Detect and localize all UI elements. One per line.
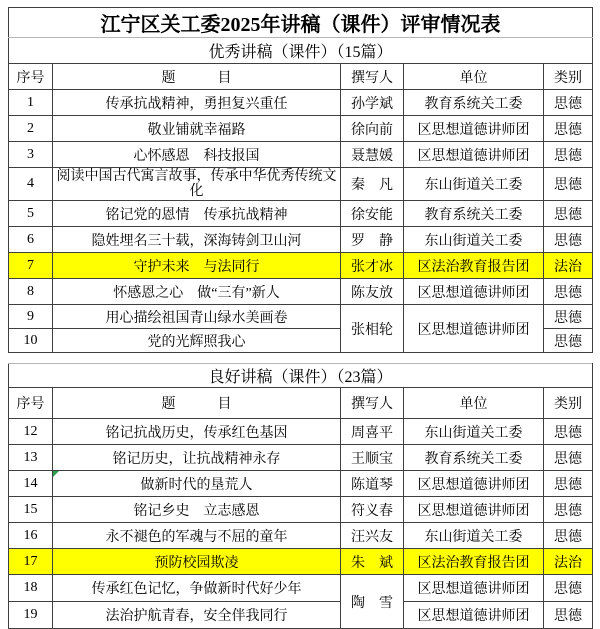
cell-serial-number: 6 — [9, 227, 53, 253]
cell-serial-number: 3 — [9, 142, 53, 168]
cell-author: 秦 凡 — [341, 168, 404, 201]
cell-title-text: 传承抗战精神，勇担复兴重任 — [105, 96, 288, 112]
cell-title — [53, 279, 341, 305]
cell-title — [53, 523, 341, 549]
document-title: 江宁区关工委2025年讲稿（课件）评审情况表 — [9, 8, 593, 38]
cell-serial-number: 8 — [9, 279, 53, 305]
cell-title — [53, 227, 341, 253]
cell-author: 徐向前 — [341, 116, 404, 142]
cell-title — [53, 142, 341, 168]
cell-unit: 区思想道德讲师团 — [404, 305, 544, 353]
cell-category: 法治 — [544, 253, 593, 279]
cell-category: 思德 — [544, 142, 593, 168]
cell-author: 朱 斌 — [341, 549, 404, 575]
cell-author: 罗 静 — [341, 227, 404, 253]
cell-title — [53, 168, 341, 201]
cell-serial-number: 13 — [9, 445, 53, 471]
cell-title-text: 用心描绘祖国青山绿水美画卷 — [105, 310, 288, 326]
cell-serial-number: 7 — [9, 253, 53, 279]
cell-category: 思德 — [544, 523, 593, 549]
cell-title-text: 法治护航青春，安全伴我同行 — [105, 609, 288, 624]
cell-unit: 东山街道关工委 — [404, 419, 544, 445]
cell-author: 符义春 — [341, 497, 404, 523]
cell-title — [53, 329, 341, 353]
table-row-9 — [9, 305, 593, 329]
cell-unit: 教育系统关工委 — [404, 201, 544, 227]
table-row-16 — [9, 523, 593, 549]
section-heading-row — [9, 364, 593, 388]
table-row-14 — [9, 471, 593, 497]
cell-unit: 区思想道德讲师团 — [404, 497, 544, 523]
cell-author: 张才冰 — [341, 253, 404, 279]
cell-category: 思德 — [544, 201, 593, 227]
cell-serial-number: 14 — [9, 471, 53, 497]
table-row-13 — [9, 445, 593, 471]
cell-title — [53, 201, 341, 227]
cell-author: 孙学斌 — [341, 90, 404, 116]
cell-category: 思德 — [544, 445, 593, 471]
cell-category: 思德 — [544, 90, 593, 116]
cell-author: 陈道琴 — [341, 471, 404, 497]
cell-title-text: 铭记历史，让抗战精神永存 — [112, 451, 281, 467]
cell-category: 思德 — [544, 329, 593, 353]
excellent-scripts-table — [8, 7, 593, 353]
cell-title — [53, 549, 341, 575]
table-row-2 — [9, 116, 593, 142]
cell-serial-number: 9 — [9, 305, 53, 329]
cell-title — [53, 116, 341, 142]
cell-title-text: 预防校园欺凌 — [154, 555, 239, 571]
cell-unit: 东山街道关工委 — [404, 168, 544, 201]
cell-title-text: 守护未来 与法同行 — [133, 259, 260, 275]
cell-category: 法治 — [544, 549, 593, 575]
cell-serial-number: 15 — [9, 497, 53, 523]
column-header-row — [9, 64, 593, 90]
cell-serial-number: 10 — [9, 329, 53, 353]
cell-unit: 区思想道德讲师团 — [404, 116, 544, 142]
cell-serial-number: 2 — [9, 116, 53, 142]
cell-serial-number: 19 — [9, 602, 53, 629]
cell-category: 思德 — [544, 168, 593, 201]
cell-unit: 区思想道德讲师团 — [404, 471, 544, 497]
table-gap — [8, 353, 592, 363]
column-header-author: 撰写人 — [341, 64, 404, 90]
cell-title-text: 传承红色记忆，争做新时代好少年 — [91, 582, 302, 597]
cell-unit: 区思想道德讲师团 — [404, 279, 544, 305]
table-row-6 — [9, 227, 593, 253]
cell-title-text: 敬业铺就幸福路 — [147, 122, 246, 138]
cell-title-text: 铭记党的恩情 传承抗战精神 — [105, 207, 288, 223]
table-row-15 — [9, 497, 593, 523]
column-header-serial-number: 序号 — [9, 64, 53, 90]
cell-category: 思德 — [544, 575, 593, 602]
cell-category: 思德 — [544, 279, 593, 305]
cell-unit: 区思想道德讲师团 — [404, 602, 544, 629]
cell-title-text: 铭记抗战历史，传承红色基因 — [105, 425, 288, 441]
cell-serial-number: 1 — [9, 90, 53, 116]
column-header-unit: 单位 — [404, 388, 544, 419]
cell-unit: 东山街道关工委 — [404, 227, 544, 253]
cell-author: 张相轮 — [341, 305, 404, 353]
section-heading-row — [9, 38, 593, 64]
cell-category: 思德 — [544, 116, 593, 142]
cell-title — [53, 471, 341, 497]
cell-title-text: 心怀感恩 科技报国 — [133, 148, 260, 164]
cell-category: 思德 — [544, 497, 593, 523]
cell-author: 聂慧媛 — [341, 142, 404, 168]
column-header-category: 类别 — [544, 64, 593, 90]
cell-unit: 区法治教育报告团 — [404, 253, 544, 279]
table-row-4 — [9, 168, 593, 201]
cell-category: 思德 — [544, 602, 593, 629]
cell-corner-marker-icon — [53, 471, 59, 477]
cell-title-text: 党的光辉照我心 — [147, 334, 246, 350]
cell-title — [53, 419, 341, 445]
table-row-3 — [9, 142, 593, 168]
table-row-8 — [9, 279, 593, 305]
column-header-author: 撰写人 — [341, 388, 404, 419]
cell-title — [53, 253, 341, 279]
cell-title — [53, 497, 341, 523]
good-scripts-table — [8, 363, 593, 629]
cell-serial-number: 12 — [9, 419, 53, 445]
cell-serial-number: 4 — [9, 168, 53, 201]
cell-unit: 东山街道关工委 — [404, 523, 544, 549]
cell-category: 思德 — [544, 471, 593, 497]
document-title-row — [9, 8, 593, 38]
cell-author: 王顺宝 — [341, 445, 404, 471]
cell-title — [53, 90, 341, 116]
column-header-title: 题 目 — [53, 64, 341, 90]
cell-title — [53, 305, 341, 329]
cell-author: 陶 雪 — [341, 575, 404, 629]
column-header-row — [9, 388, 593, 419]
cell-author: 汪兴友 — [341, 523, 404, 549]
cell-title-text: 铭记乡史 立志感恩 — [133, 503, 260, 519]
cell-unit: 区法治教育报告团 — [404, 549, 544, 575]
table-row-12 — [9, 419, 593, 445]
cell-serial-number: 17 — [9, 549, 53, 575]
table-row-19 — [9, 602, 593, 629]
column-header-unit: 单位 — [404, 64, 544, 90]
cell-serial-number: 16 — [9, 523, 53, 549]
cell-title — [53, 575, 341, 602]
cell-title-text: 阅读中国古代寓言故事，传承中华优秀传统文化 — [56, 169, 337, 199]
cell-unit: 区思想道德讲师团 — [404, 142, 544, 168]
cell-unit: 教育系统关工委 — [404, 90, 544, 116]
column-header-category: 类别 — [544, 388, 593, 419]
section-heading-good: 良好讲稿（课件）（23篇） — [9, 364, 593, 388]
cell-unit: 区思想道德讲师团 — [404, 575, 544, 602]
cell-author: 徐安能 — [341, 201, 404, 227]
cell-author: 陈友放 — [341, 279, 404, 305]
cell-title — [53, 602, 341, 629]
table-row-7 — [9, 253, 593, 279]
table-row-1 — [9, 90, 593, 116]
cell-category: 思德 — [544, 227, 593, 253]
cell-title-text: 怀感恩之心 做“三有”新人 — [113, 285, 280, 301]
cell-title-text: 隐姓埋名三十载，深海铸剑卫山河 — [91, 233, 302, 249]
table-row-17 — [9, 549, 593, 575]
cell-title — [53, 445, 341, 471]
cell-category: 思德 — [544, 305, 593, 329]
cell-serial-number: 18 — [9, 575, 53, 602]
column-header-title: 题 目 — [53, 388, 341, 419]
cell-unit: 教育系统关工委 — [404, 445, 544, 471]
column-header-serial-number: 序号 — [9, 388, 53, 419]
table-row-5 — [9, 201, 593, 227]
review-table-sheet — [8, 7, 592, 629]
section-heading-excellent: 优秀讲稿（课件）（15篇） — [9, 38, 593, 64]
table-row-18 — [9, 575, 593, 602]
cell-title-text: 永不褪色的军魂与不屈的童年 — [105, 529, 288, 545]
cell-title-text: 做新时代的垦荒人 — [140, 477, 253, 493]
cell-serial-number: 5 — [9, 201, 53, 227]
cell-author: 周喜平 — [341, 419, 404, 445]
cell-category: 思德 — [544, 419, 593, 445]
